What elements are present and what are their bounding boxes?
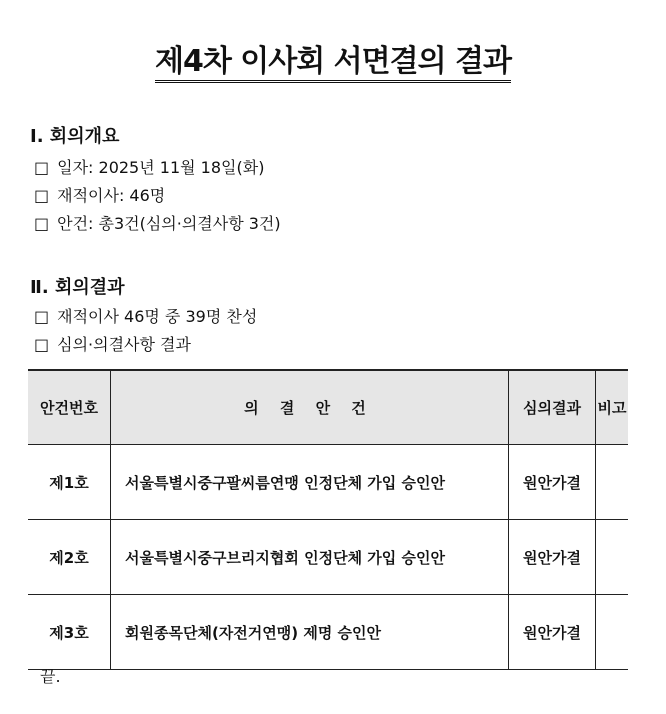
section-heading-results: Ⅱ. 회의결과 — [30, 277, 125, 298]
overview-item-text: 재적이사: 46명 — [57, 186, 166, 205]
section-heading-overview: Ⅰ. 회의개요 — [30, 126, 120, 147]
cell-agenda-number: 제1호 — [28, 445, 111, 520]
cell-resolution-item: 서울특별시중구팔씨름연맹 인정단체 가입 승인안 — [111, 445, 509, 520]
document-title — [0, 36, 666, 80]
header-agenda-number: 안건번호 — [28, 370, 111, 445]
overview-item-text: 안건: 총3건(심의·의결사항 3건) — [57, 214, 281, 233]
cell-result: 원안가결 — [509, 445, 596, 520]
table-row — [28, 595, 628, 670]
header-resolution-item: 의 결 안 건 — [111, 370, 509, 445]
cell-agenda-number: 제2호 — [28, 520, 111, 595]
overview-item-directors — [34, 183, 165, 206]
checkbox-icon: □ — [34, 186, 50, 205]
cell-note — [596, 595, 629, 670]
cell-agenda-number: 제3호 — [28, 595, 111, 670]
header-result: 심의결과 — [509, 370, 596, 445]
document-title-text: 제4차 이사회 서면결의 결과 — [155, 44, 511, 83]
checkbox-icon: □ — [34, 307, 50, 326]
table-row — [28, 520, 628, 595]
header-note: 비고 — [596, 370, 629, 445]
cell-resolution-item: 서울특별시중구브리지협회 인정단체 가입 승인안 — [111, 520, 509, 595]
results-item-resolutions — [34, 332, 191, 355]
checkbox-icon: □ — [34, 158, 50, 177]
cell-note — [596, 520, 629, 595]
overview-item-text: 일자: 2025년 11월 18일(화) — [57, 158, 265, 177]
cell-note — [596, 445, 629, 520]
resolution-results-table — [28, 369, 628, 670]
checkbox-icon: □ — [34, 335, 50, 354]
overview-item-agenda — [34, 211, 281, 234]
table-row — [28, 445, 628, 520]
cell-result: 원안가결 — [509, 520, 596, 595]
checkbox-icon: □ — [34, 214, 50, 233]
results-item-text: 재적이사 46명 중 39명 찬성 — [57, 307, 258, 326]
overview-item-date — [34, 155, 264, 178]
cell-result: 원안가결 — [509, 595, 596, 670]
table-header-row — [28, 370, 628, 445]
end-mark: 끝. — [40, 667, 61, 686]
results-item-text: 심의·의결사항 결과 — [57, 335, 191, 354]
cell-resolution-item: 회원종목단체(자전거연맹) 제명 승인안 — [111, 595, 509, 670]
results-item-votes — [34, 304, 257, 327]
